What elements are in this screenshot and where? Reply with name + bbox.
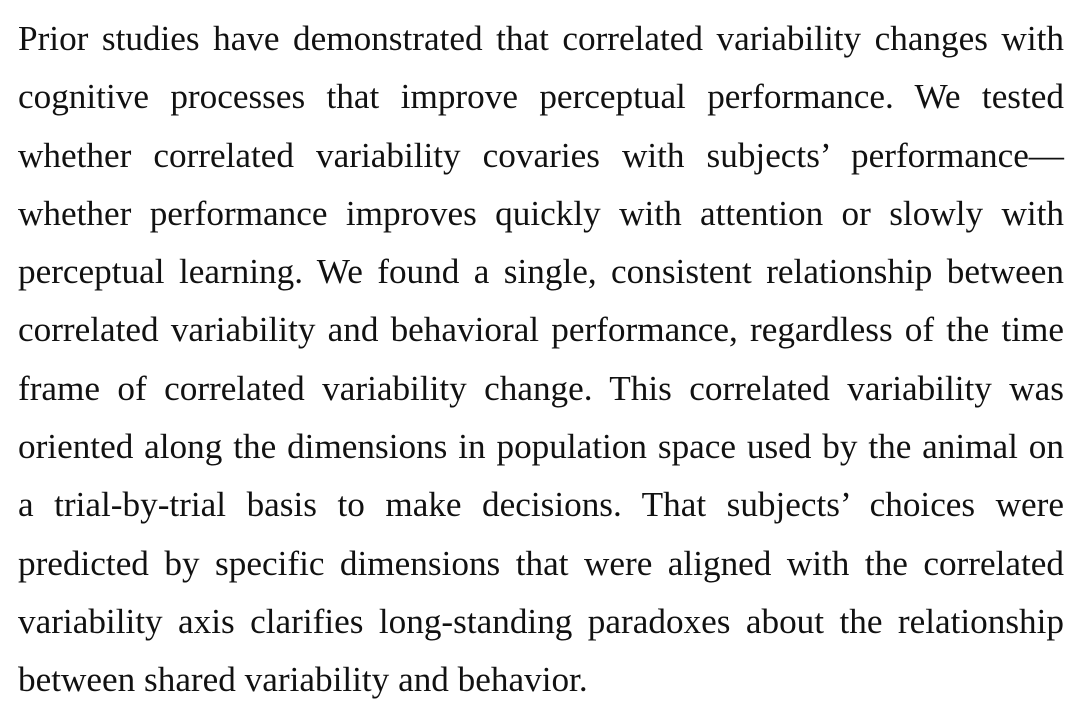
paragraph-line: between shared variability and behavior. (18, 660, 588, 700)
paragraph-line: Prior studies have demonstrated that correlated variability changes with (18, 19, 1064, 58)
paragraph-line: perceptual learning. We found a single, consistent relationship between (18, 252, 1064, 292)
paragraph-line: a trial-by-trial basis to make decisions. That subjects’ choices were (18, 485, 1064, 525)
paragraph-line: whether correlated variability covaries with subjects’ performance— (18, 135, 1064, 175)
paragraph-line: whether performance improves quickly with attention or slowly with (18, 193, 1064, 233)
paragraph-line: frame of correlated variability change. This correlated variability was (18, 368, 1064, 408)
abstract-paragraph (18, 12, 1064, 712)
paragraph-line: predicted by specific dimensions that were aligned with the correlated (18, 543, 1064, 583)
paragraph-line: oriented along the dimensions in population space used by the animal on (18, 427, 1064, 467)
paragraph-line: cognitive processes that improve perceptual performance. We tested (18, 77, 1064, 117)
paragraph-line: variability axis clarifies long-standing paradoxes about the relationship (18, 601, 1064, 641)
paragraph-line: correlated variability and behavioral performance, regardless of the time (18, 310, 1064, 350)
